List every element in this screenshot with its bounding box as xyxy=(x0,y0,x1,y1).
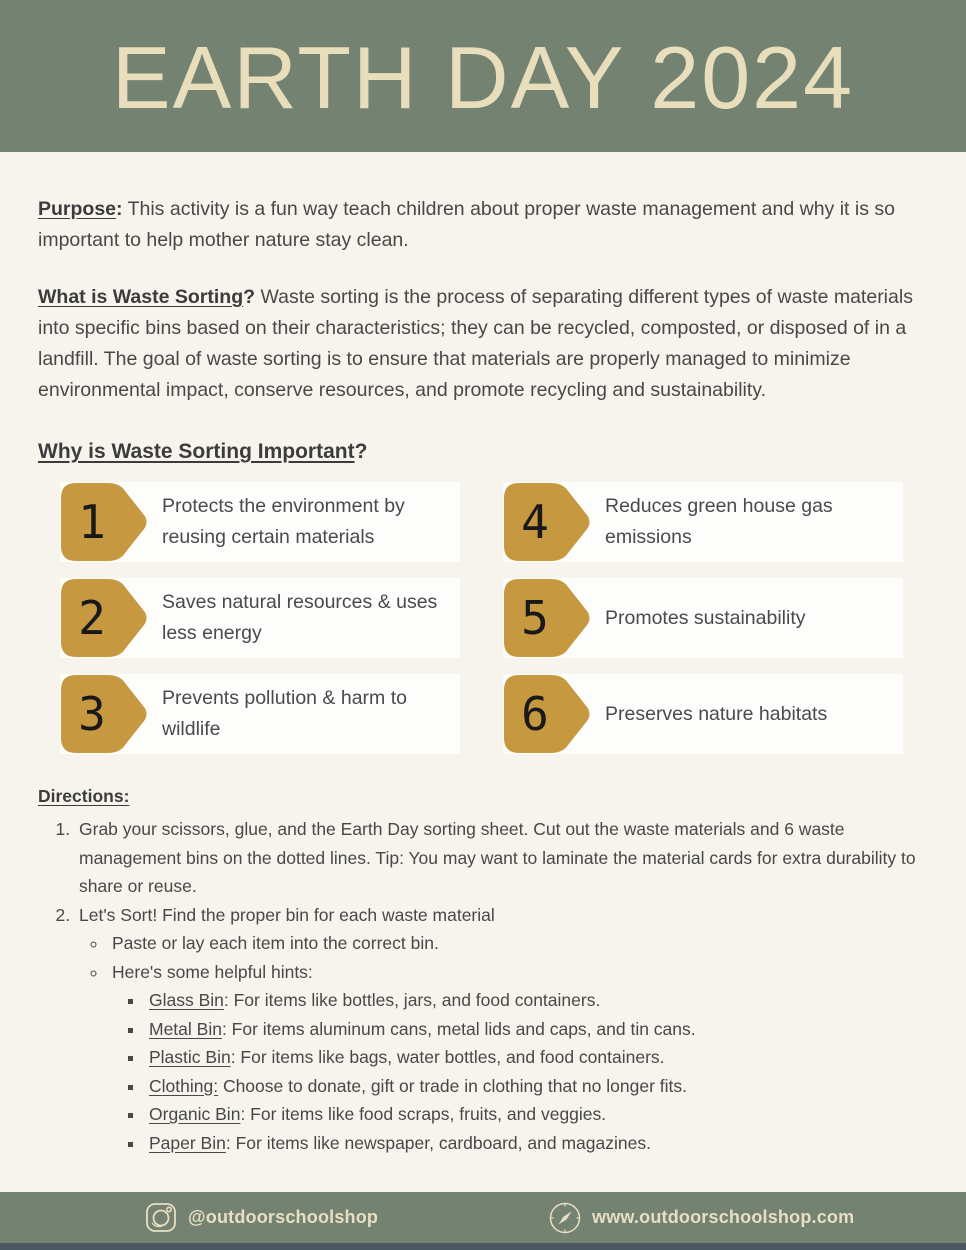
directions-heading: Directions: xyxy=(38,786,130,806)
footer-edge-strip xyxy=(0,1243,966,1250)
directions-steps xyxy=(38,815,928,1157)
why-heading xyxy=(38,440,928,464)
purpose-paragraph xyxy=(38,194,928,256)
document-body xyxy=(0,152,966,1157)
why-heading-mark: ? xyxy=(354,440,368,463)
benefit-number: 5 xyxy=(521,591,549,645)
footer-instagram xyxy=(145,1192,378,1243)
sub-step-2 xyxy=(108,958,928,1158)
hint-glass-bin xyxy=(145,986,928,1015)
benefit-card-1 xyxy=(60,482,460,562)
what-is-text: Waste sorting is the process of separating different types of waste materials into specific bins based on their characteristics; they can be recycled, composted, or disposed of in a landfill. The goal of waste sorting is to ensure that materials are properly managed to minimize environmental impact, conserve resources, and promote recycling and sustainability. xyxy=(38,286,913,401)
website-url: www.outdoorschoolshop.com xyxy=(592,1207,855,1227)
benefit-number: 6 xyxy=(521,687,549,741)
hint-lead: Metal Bin xyxy=(149,1018,222,1039)
hint-rest: : For items like bottles, jars, and food containers. xyxy=(223,990,601,1010)
benefit-number: 2 xyxy=(78,591,106,645)
hint-lead: Clothing: xyxy=(149,1075,219,1096)
instagram-icon xyxy=(145,1201,178,1234)
benefit-card-3 xyxy=(60,674,460,754)
sub-step-1: ◦ Paste or lay each item into the correct bin. xyxy=(108,929,928,958)
benefit-card-5 xyxy=(503,578,903,658)
hint-lead: Paper Bin xyxy=(149,1132,226,1153)
purpose-label: Purpose xyxy=(38,198,117,220)
hint-paper-bin xyxy=(145,1129,928,1158)
benefit-number: 3 xyxy=(78,687,106,741)
hint-rest: Choose to donate, gift or trade in clothing that no longer fits. xyxy=(218,1075,687,1096)
benefit-number: 4 xyxy=(521,495,549,549)
purpose-colon: : xyxy=(116,198,123,220)
hint-lead: Plastic Bin xyxy=(149,1047,231,1067)
footer-website xyxy=(548,1192,854,1243)
benefit-text: Saves natural resources & uses less energy xyxy=(162,591,438,644)
hint-rest: : For items like bags, water bottles, and food containers. xyxy=(230,1047,665,1067)
benefit-text: Prevents pollution & harm to wildlife xyxy=(162,687,407,740)
hint-metal-bin xyxy=(145,1015,928,1044)
compass-icon xyxy=(548,1201,582,1235)
benefit-card-2 xyxy=(60,578,460,658)
hint-organic-bin xyxy=(145,1100,928,1129)
page-title: EARTH DAY 2024 xyxy=(111,28,855,127)
benefit-text: Protects the environment by reusing certain materials xyxy=(162,495,405,548)
direction-step-1: 1. Grab your scissors, glue, and the Earth Day sorting sheet. Cut out the waste materials and 6 waste management bins on the dotted lines. Tip: You may want to laminate the material cards for extra durability to share or reuse. xyxy=(75,815,928,901)
hint-clothing xyxy=(145,1072,928,1101)
hint-rest: : For items like food scraps, fruits, and veggies. xyxy=(240,1104,607,1124)
hint-lead: Organic Bin xyxy=(149,1104,241,1124)
purpose-text: This activity is a fun way teach children about proper waste management and why it is so important to help mother nature stay clean. xyxy=(38,198,895,251)
direction-step-2 xyxy=(75,901,928,1158)
benefit-text: Reduces green house gas emissions xyxy=(605,495,833,548)
sub-steps xyxy=(79,929,928,1157)
hint-plastic-bin xyxy=(145,1043,928,1072)
what-is-label: What is Waste Sorting xyxy=(38,286,244,308)
sub-step-2-text: Here's some helpful hints: xyxy=(112,961,313,982)
benefit-text: Preserves nature habitats xyxy=(605,702,828,725)
what-is-paragraph xyxy=(38,282,928,406)
direction-step-2-text: Let's Sort! Find the proper bin for each waste material xyxy=(79,904,495,925)
hint-rest: : For items aluminum cans, metal lids and caps, and tin cans. xyxy=(221,1018,696,1039)
benefit-card-6 xyxy=(503,674,903,754)
hint-rest: : For items like newspaper, cardboard, and magazines. xyxy=(225,1132,651,1153)
directions-section xyxy=(38,786,928,1157)
header-banner xyxy=(0,0,966,152)
why-heading-label: Why is Waste Sorting Important xyxy=(38,440,355,463)
benefit-card-4 xyxy=(503,482,903,562)
benefits-grid xyxy=(60,482,928,754)
what-is-mark: ? xyxy=(243,286,256,308)
benefit-number: 1 xyxy=(78,495,106,549)
footer-bar xyxy=(0,1192,966,1250)
instagram-handle: @outdoorschoolshop xyxy=(188,1207,379,1227)
benefit-text: Promotes sustainability xyxy=(605,606,806,629)
hint-lead: Glass Bin xyxy=(149,990,224,1010)
hint-list xyxy=(112,986,928,1157)
